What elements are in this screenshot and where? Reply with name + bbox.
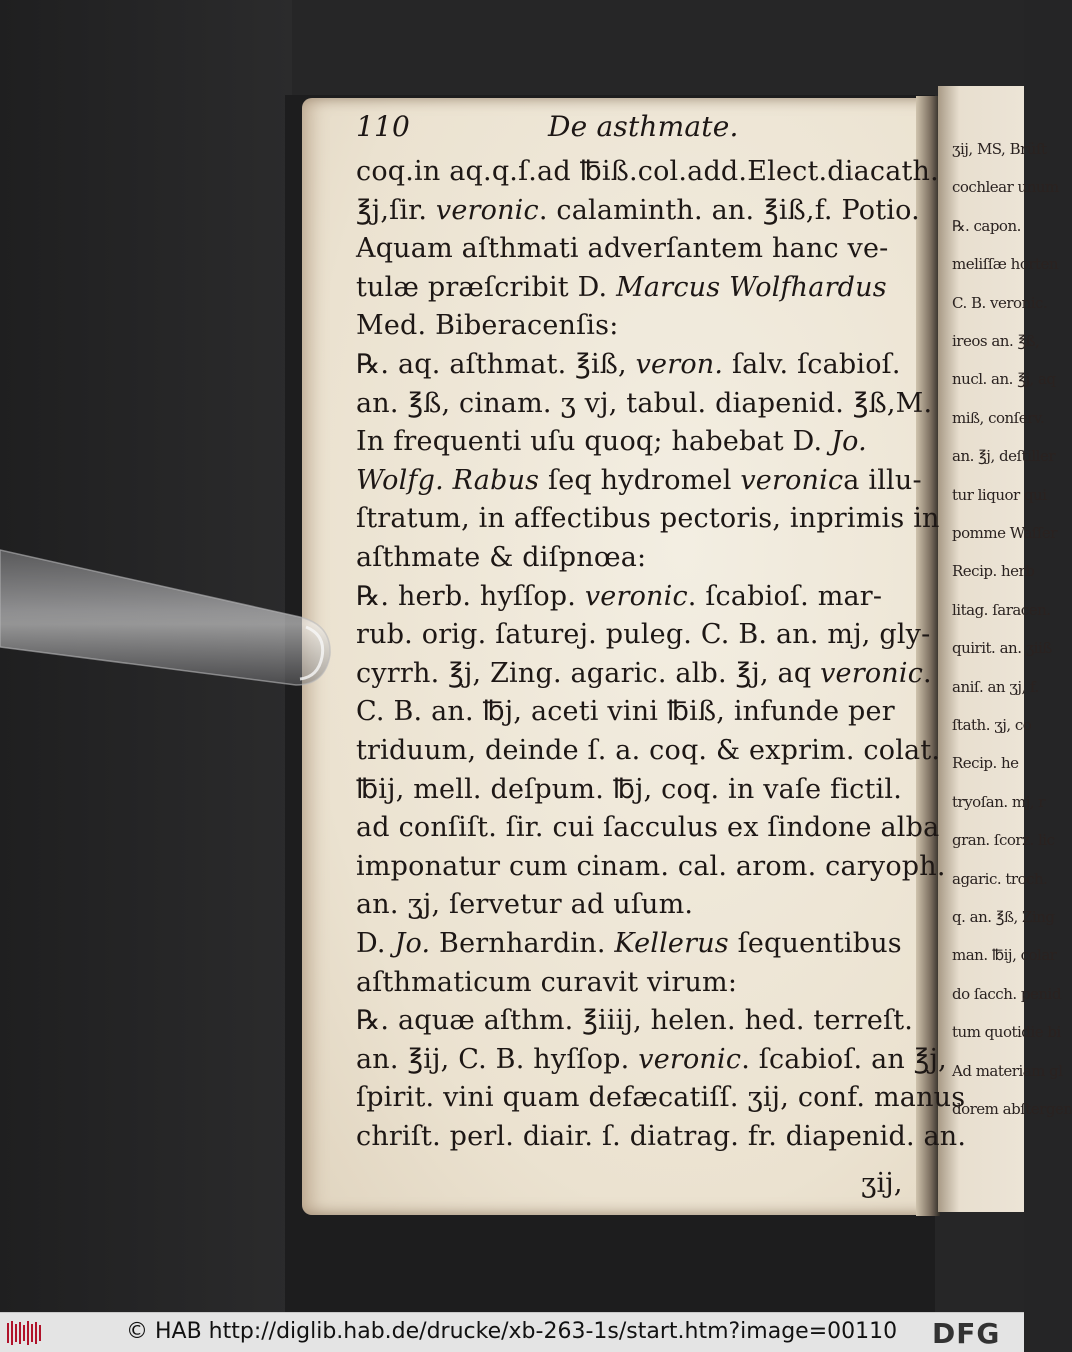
text-line: ſtratum, in affectibus pectoris, inprimis in: [356, 503, 940, 535]
text-line: D. Jo. Bernhardin. Kellerus ſequentibus: [356, 928, 902, 959]
facing-line: gran. ſcorz. lic: [952, 831, 1055, 850]
facing-line: quirit. an. ʒiiß: [952, 639, 1052, 658]
text-line: ℞. herb. hyſſop. veronic. ſcabioſ. mar-: [356, 580, 883, 612]
text-line: triduum, deinde ſ. a. coq. & exprim. colat.: [356, 735, 941, 766]
facing-line: pomme Waſſer: [952, 524, 1057, 542]
text-line: Aquam aſthmati adverſantem hanc ve-: [356, 233, 889, 265]
text-line: ad conſiſt. ſir. cui ſacculus ex ſindone alba: [356, 812, 940, 844]
text-line: imponatur cum cinam. cal. arom. caryoph.: [356, 850, 946, 882]
hab-logo-icon: [6, 1320, 42, 1346]
text-line: ℞. aq. aſthmat. ℥iß, veron. ſalv. ſcabioſ.: [356, 349, 901, 380]
facing-line: man. ℔ij, colar: [952, 946, 1057, 965]
text-line: an. ℥ß, cinam. ʒ vj, tabul. diapenid. ℥ß,M.: [356, 387, 933, 419]
text-line: ℔ij, mell. deſpum. ℔j, coq. in vaſe fictil.: [356, 773, 902, 805]
facing-line: Recip. herb: [952, 562, 1035, 581]
facing-line: Ad materiam gl: [952, 1061, 1063, 1080]
text-line: aſthmate & diſpnœa:: [356, 542, 647, 573]
catchword: ʒij,: [861, 1167, 903, 1199]
text-line: an. ℥ij, C. B. hyſſop. veronic. ſcabioſ. an ℥j,: [356, 1043, 947, 1075]
text-line: rub. orig. ſaturej. puleg. C. B. an. mj, gly-: [356, 619, 931, 651]
dfg-logo: DFG: [932, 1317, 1001, 1350]
facing-line: agaric. troch.: [952, 869, 1048, 888]
facing-line: ireos an. ℥ß,: [952, 332, 1040, 350]
text-line: chriſt. perl. diair. ſ. diatrag. fr. diapenid. an.: [356, 1121, 967, 1152]
copyright-url-link[interactable]: © HAB http://diglib.hab.de/drucke/xb-263-1s/start.htm?image=00110: [126, 1319, 898, 1344]
facing-line: tur liquor qui: [952, 485, 1047, 504]
text-line: In frequenti uſu quoq; habebat D. Jo.: [356, 426, 867, 458]
facing-page: [938, 86, 1072, 1212]
glass-page-weight: [0, 545, 340, 690]
text-line: ℥j,ſir. veronic. calaminth. an. ℥iß,f. Potio.: [356, 194, 920, 226]
facing-line: nucl. an. ℥j, aq: [952, 370, 1056, 389]
page-number: 110: [356, 110, 411, 143]
facing-line: miß, conſerv.: [952, 408, 1045, 427]
facing-line: Recip. he: [952, 754, 1019, 773]
text-line: an. ʒj, ſervetur ad uſum.: [356, 889, 694, 921]
text-line: ℞. aquæ aſthm. ℥iiij, helen. hed. terreſt.: [356, 1005, 914, 1037]
facing-line: ℞. capon.: [952, 216, 1021, 235]
facing-line: C. B. veronic.: [952, 293, 1048, 312]
text-line: tulæ præſcribit D. Marcus Wolfhardus: [356, 271, 887, 303]
facing-line: tum quotidie bi: [952, 1023, 1061, 1042]
facing-line: cochlear unum: [952, 178, 1059, 197]
text-line: Med. Biberacenſis:: [356, 310, 619, 342]
facing-line: aniſ. an ʒj, f.: [952, 677, 1039, 696]
running-title: De asthmate.: [548, 110, 739, 143]
facing-line: meliſſæ horten: [952, 255, 1059, 274]
facing-line: ʒij, MS, Brüſt: [952, 140, 1047, 158]
facing-line: do ſacch. penid: [952, 984, 1061, 1003]
facing-line: litag. ſaracen.: [952, 600, 1051, 619]
text-line: Wolfg. Rabus ſeq hydromel veronica illu-: [356, 464, 922, 496]
text-line: ſpirit. vini quam defæcatiſſ. ʒij, conf. manus: [356, 1082, 966, 1114]
facing-line: tryoſan. mj, r: [952, 792, 1045, 811]
text-line: aſthmaticum curavit virum:: [356, 966, 738, 998]
text-line: cyrrh. ℥j, Zing. agaric. alb. ℥j, aq veronic.: [356, 657, 932, 689]
text-line: C. B. an. ℔j, aceti vini ℔iß, infunde per: [356, 696, 895, 728]
facing-line: q. an. ℥ß, Zing: [952, 908, 1055, 926]
text-line: coq.in aq.q.ſ.ad ℔iß.col.add.Elect.diacath.: [356, 156, 939, 187]
facing-line: dorem abſtergen: [952, 1100, 1072, 1118]
facing-line: an. ℥j, deſtiller: [952, 447, 1055, 466]
footer-bar: [0, 1312, 1024, 1352]
facing-line: ſtath. ʒj, co: [952, 716, 1032, 734]
